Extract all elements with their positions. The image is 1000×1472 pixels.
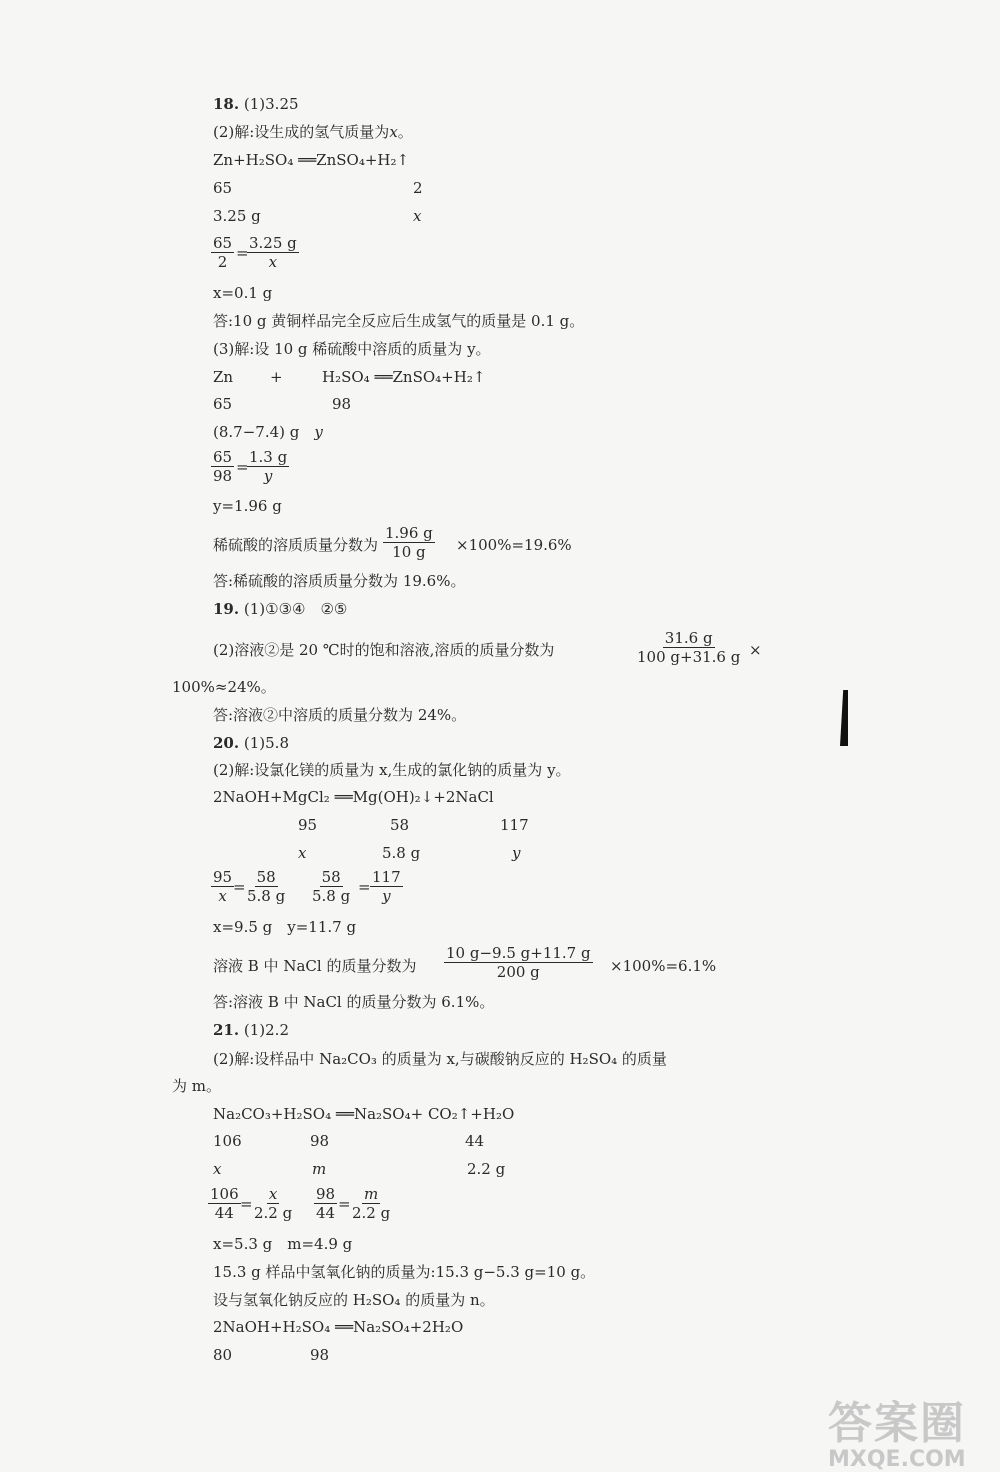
q20-percent-tail: ×100%=6.1% [610,957,717,975]
q20-part2-intro: (2)解:设氯化镁的质量为 x,生成的氯化钠的质量为 y。 [213,761,571,779]
fraction-denominator: 5.8 g [312,887,351,905]
q18-part1-text: (1)3.25 [243,95,299,113]
fraction-denominator: 2.2 g [352,1204,391,1222]
q19-times: × [749,641,762,659]
q19-part2-intro: (2)溶液②是 20 ℃时的饱和溶液,溶质的质量分数为 [213,641,555,659]
q18-equation1: Zn+H₂SO₄ ══ZnSO₄+H₂↑ [213,151,410,169]
fraction-numerator: 65 [213,448,233,466]
watermark-logo [828,1400,966,1472]
q18-mass2-h2so4: 98 [332,395,352,413]
q20-ratio-a [211,868,234,905]
q18-given2-mass: (8.7−7.4) g [213,423,300,441]
fraction-denominator: 2.2 g [254,1204,293,1222]
q21-var-x: x [213,1160,222,1178]
q18-ratio2-right [247,448,289,485]
q21-ratio-a [208,1185,241,1222]
q19-fraction [635,629,742,666]
q18-ratio-left [211,234,234,271]
q20-mass-nacl: 117 [500,816,529,834]
fraction-numerator: 58 [321,868,341,886]
q21-given-co2: 2.2 g [467,1160,506,1178]
q20-number: 20. [213,734,240,752]
q20-answer: 答:溶液 B 中 NaCl 的质量分数为 6.1%。 [213,993,495,1011]
equals-sign: = [240,1195,253,1213]
q21-ratio-b [252,1185,294,1222]
q20-part1 [213,733,289,753]
q20-ratio-d [370,868,403,905]
fraction-denominator: 100 g+31.6 g [637,648,741,666]
fraction-numerator: x [268,1185,278,1203]
q19-part1 [213,599,347,619]
q21-equation2: 2NaOH+H₂SO₄ ══Na₂SO₄+2H₂O [213,1318,464,1336]
equals-sign: = [233,878,246,896]
q20-ratio-c [310,868,352,905]
q18-percent-intro: 稀硫酸的溶质质量分数为 [213,536,379,554]
q21-results: x=5.3 g m=4.9 g [213,1235,353,1253]
q18-part2-intro [213,122,413,142]
fraction-numerator: 10 g−9.5 g+11.7 g [446,944,591,962]
equals-sign: = [236,244,249,262]
q20-percent-fraction [444,944,593,981]
q20-part1-text: (1)5.8 [243,734,289,752]
q18-var-x: x [389,123,398,141]
fraction-denominator: y [382,887,391,905]
q18-number: 18. [213,95,240,113]
q21-part1-text: (1)2.2 [243,1021,289,1039]
q20-ratio-b [245,868,287,905]
q20-mass-mgcl2: 95 [298,816,318,834]
q21-number: 21. [213,1021,240,1039]
fraction-numerator: 3.25 g [249,234,297,252]
fraction-denominator: 200 g [496,963,540,981]
fraction-numerator: 117 [372,868,401,886]
q18-answer2: 答:稀硫酸的溶质质量分数为 19.6%。 [213,572,466,590]
q20-var-x: x [298,844,307,862]
q21-ratio-d [350,1185,392,1222]
fraction-numerator: 95 [213,868,233,886]
q18-eq2-rest: H₂SO₄ ══ZnSO₄+H₂↑ [322,368,486,386]
q20-results: x=9.5 g y=11.7 g [213,918,357,936]
equals-sign: = [338,1195,351,1213]
fraction-denominator: 44 [316,1204,336,1222]
q20-percent-intro: 溶液 B 中 NaCl 的质量分数为 [213,957,417,975]
q21-set-n: 设与氢氧化钠反应的 H₂SO₄ 的质量为 n。 [213,1291,495,1309]
q18-result-y: y=1.96 g [213,497,282,515]
fraction-denominator: x [218,887,227,905]
fraction-denominator: 5.8 g [247,887,286,905]
q18-given2 [213,422,323,442]
q18-result-x: x=0.1 g [213,284,273,302]
fraction-numerator: 1.96 g [385,524,433,542]
fraction-denominator: 10 g [392,543,426,561]
q20-var-y: y [512,844,521,862]
q21-mass2-h2so4: 98 [310,1346,330,1364]
fraction-denominator: 2 [217,253,228,271]
q20-given-mgoh2: 5.8 g [382,844,421,862]
equals-sign: = [358,878,371,896]
q19-continuation: 100%≈24%。 [172,678,276,696]
q18-mass-zn: 65 [213,179,233,197]
equals-sign: = [236,458,249,476]
q18-answer1: 答:10 g 黄铜样品完全反应后生成氢气的质量是 0.1 g。 [213,312,585,330]
q21-mass-h2so4: 98 [310,1132,330,1150]
q21-mass2-naoh: 80 [213,1346,233,1364]
fraction-denominator: x [268,253,278,271]
watermark-text: 答案圈 [828,1398,966,1449]
q20-mass-mgoh2: 58 [390,816,410,834]
q19-number: 19. [213,600,240,618]
q21-mass-co2: 44 [465,1132,485,1150]
q18-ratio-right [247,234,299,271]
watermark-url: MXQE.COM [828,1447,966,1472]
q18-given2-y: y [314,423,323,441]
scan-mark [840,690,848,746]
q18-part3-intro: (3)解:设 10 g 稀硫酸中溶质的质量为 y。 [213,340,491,358]
q18-eq2-zn: Zn [213,368,234,386]
q18-unknown-x: x [413,207,422,225]
q18-mass-h2: 2 [413,179,423,197]
fraction-denominator: 98 [213,467,233,485]
fraction-numerator: 31.6 g [664,629,713,647]
q21-part2-intro: (2)解:设样品中 Na₂CO₃ 的质量为 x,与碳酸钠反应的 H₂SO₄ 的质量 [213,1050,667,1068]
q18-part2-intro-text: (2)解:设生成的氢气质量为 [213,123,390,141]
fraction-numerator: 58 [256,868,276,886]
q18-part1 [213,94,299,114]
q21-equation1: Na₂CO₃+H₂SO₄ ══Na₂SO₄+ CO₂↑+H₂O [213,1105,515,1123]
q18-percent-fraction [383,524,435,561]
q21-naoh-mass: 15.3 g 样品中氢氧化钠的质量为:15.3 g−5.3 g=10 g。 [213,1263,596,1281]
q18-eq2-plus: + [270,368,283,386]
q20-equation: 2NaOH+MgCl₂ ══Mg(OH)₂↓+2NaCl [213,788,494,806]
q18-mass2-zn: 65 [213,395,233,413]
fraction-numerator: 106 [210,1185,239,1203]
q19-part1-text: (1)①③④ ②⑤ [243,600,348,618]
q21-part1 [213,1020,289,1040]
q18-given-zn: 3.25 g [213,207,261,225]
q21-ratio-c [314,1185,337,1222]
fraction-denominator: y [263,467,273,485]
fraction-denominator: 44 [214,1204,234,1222]
fraction-numerator: 65 [213,234,233,252]
fraction-numerator: m [364,1185,379,1203]
q18-percent-tail: ×100%=19.6% [456,536,572,554]
q21-part2-continuation: 为 m。 [172,1077,221,1095]
q18-ratio2-left [211,448,234,485]
q19-answer: 答:溶液②中溶质的质量分数为 24%。 [213,706,467,724]
fraction-numerator: 1.3 g [249,448,288,466]
q21-var-m: m [312,1160,327,1178]
fraction-numerator: 98 [316,1185,336,1203]
q18-period: 。 [397,123,413,141]
q21-mass-na2co3: 106 [213,1132,242,1150]
